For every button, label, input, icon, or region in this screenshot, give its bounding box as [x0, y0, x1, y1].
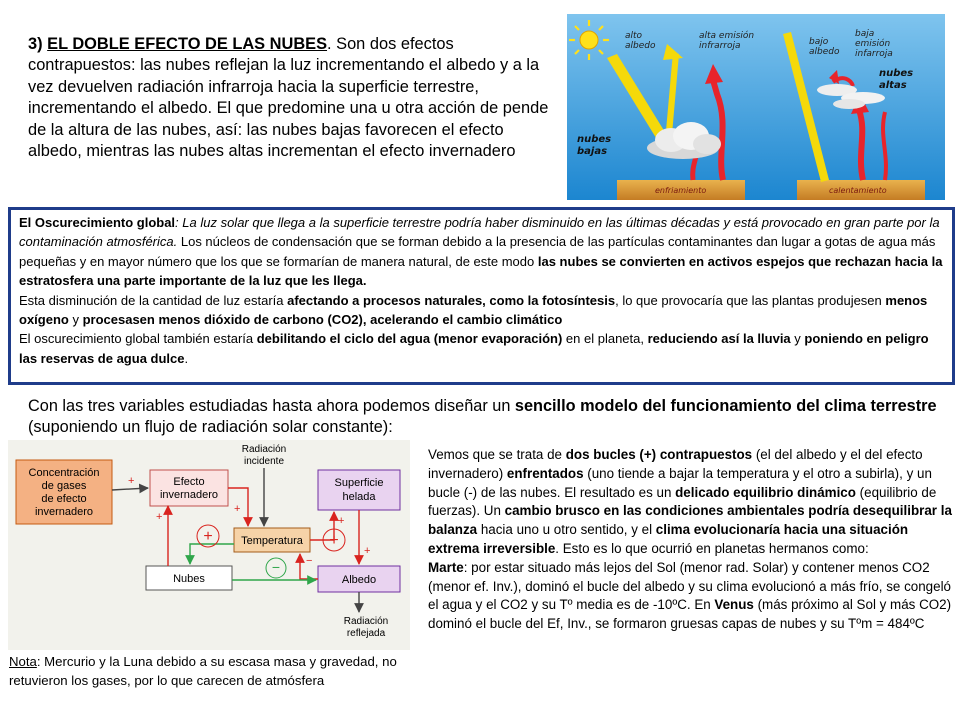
- svg-text:Temperatura: Temperatura: [241, 535, 303, 547]
- sign-plus: +: [128, 475, 135, 487]
- label-warming: calentamiento: [829, 186, 887, 195]
- label-high-ir-2: infrarroja: [699, 41, 741, 51]
- sign-plus: +: [364, 545, 371, 557]
- infrared-arrow-right: [859, 110, 863, 180]
- label-high-albedo-1: alto: [625, 31, 643, 41]
- svg-text:Nubes: Nubes: [173, 573, 205, 585]
- svg-text:−: −: [271, 559, 281, 575]
- dimming-paragraph-1: El Oscurecimiento global: La luz solar que llega a la superficie terrestre podría haber disminuido en las últimas décadas y está provocado en gran parte por la contaminación atmosférica. Los núcleos de condensación que se forman debido a la presencia de las partículas contaminantes dan lugar a gotas de agua más pequeñas y en mayor número que los que se formarían de manera natural, de este modo las nubes se convierten en activos espejos que rechazan hacia la estratosfera una parte importante de la luz que les llega.: [19, 215, 943, 289]
- note-text: Nota: Mercurio y la Luna debido a su escasa masa y gravedad, no retuvieron los gases, por lo que carecen de atmósfera: [9, 654, 397, 688]
- svg-text:Concentración: Concentración: [28, 467, 100, 479]
- label-high-ir-1: alta emisión: [699, 31, 755, 41]
- incident-radiation-label-2: incidente: [243, 456, 285, 467]
- label-low-ir-3: infarroja: [855, 49, 893, 59]
- label-low-ir-2: emisión: [855, 39, 891, 49]
- label-low-albedo-2: albedo: [809, 47, 840, 57]
- svg-text:Efecto: Efecto: [173, 476, 205, 488]
- incident-radiation-label-1: Radiación: [241, 444, 287, 455]
- svg-text:Albedo: Albedo: [341, 574, 377, 586]
- sun-icon: [569, 20, 609, 60]
- cloud-effect-illustration: [567, 14, 945, 200]
- global-dimming-box: [8, 207, 955, 385]
- label-cooling: enfriamiento: [655, 186, 707, 195]
- model-explanation: Vemos que se trata de dos bucles (+) contrapuestos (el del albedo y el del efecto invernadero) enfrentados (uno tiende a bajar la temperatura y el otro a subirla), y un bucle (-) de las nubes. El resultado es un delicado equilibrio dinámico (equilibrio de fuerzas). Un cambio brusco en las condiciones ambientales podría desequilibrar la balanza hacia uno u otro sentido, y el clima evolucionaría hacia una situación extrema irreversible. Esto es lo que ocurrió en planetas hermanos como: Marte: por estar situado más lejos del Sol (menor rad. Solar) y contener menos CO2 (menor ef. Inv.), dominó el bucle del albedo y su clima evolucionó a más frío, se congeló el agua y el CO2 y su Tº media es de -10ºC. En Venus (más próximo al Sol y más CO2) dominó el bucle del Ef, Inv., se formaron gruesas capas de nubes y su Tºm = 484ºC: [428, 447, 952, 632]
- label-high-clouds-1: nubes: [879, 68, 914, 79]
- sign-plus: +: [338, 515, 345, 527]
- intro-text: . Son dos efectos contrapuestos: las nubes reflejan la luz incrementando el albedo y a la vez devuelven radiación infrarroja hacia la superficie terrestre, incrementando el albedo. El que predomine una u otra acción de pende de la altura de las nubes, así: las nubes bajas favorecen el efecto albedo, mientras las nubes altas incrementan el efecto invernadero: [28, 35, 549, 161]
- svg-text:de efecto: de efecto: [41, 493, 87, 505]
- label-high-clouds-2: altas: [879, 80, 907, 91]
- label-low-clouds-1: nubes: [577, 134, 612, 145]
- sign-minus: −: [306, 555, 313, 567]
- label-low-albedo-1: bajo: [809, 37, 829, 47]
- reflected-radiation-label-2: reflejada: [346, 628, 386, 639]
- intro-paragraph: [28, 34, 550, 162]
- svg-text:Superficie: Superficie: [334, 477, 384, 489]
- frozen-surface-box: [318, 470, 400, 510]
- dimming-paragraph-2: Esta disminución de la cantidad de luz estaría afectando a procesos naturales, como la fotosíntesis, lo que provocaría que las plantas produjesen menos oxígeno y procesasen menos dióxido de carbono (CO2), acelerando el cambio climático: [19, 292, 928, 328]
- climate-model-diagram: [8, 440, 410, 650]
- intro-heading: 3) EL DOBLE EFECTO DE LAS NUBES: [28, 35, 328, 53]
- label-high-albedo-2: albedo: [625, 41, 656, 51]
- svg-text:+: +: [329, 532, 339, 549]
- svg-text:invernadero: invernadero: [34, 506, 94, 518]
- dimming-paragraph-3: El oscurecimiento global también estaría debilitando el ciclo del agua (menor evaporación) en el planeta, reduciendo así la lluvia y poniendo en peligro las reservas de agua dulce.: [19, 331, 929, 366]
- label-low-clouds-2: bajas: [577, 146, 608, 157]
- venus-label: Venus: [714, 597, 754, 613]
- svg-text:helada: helada: [342, 491, 376, 503]
- label-low-ir-1: baja: [855, 29, 875, 39]
- mars-label: Marte: [428, 559, 464, 575]
- dimming-title: El Oscurecimiento global: [19, 215, 176, 230]
- reflected-radiation-label-1: Radiación: [343, 616, 389, 627]
- model-intro-text: Con las tres variables estudiadas hasta ahora podemos diseñar un sencillo modelo del funcionamiento del clima terrestre (suponiendo un flujo de radiación solar constante):: [28, 397, 937, 436]
- svg-text:invernadero: invernadero: [159, 489, 219, 501]
- svg-text:de gases: de gases: [41, 480, 87, 492]
- note-label: Nota: [9, 654, 37, 669]
- svg-text:+: +: [203, 528, 213, 545]
- sign-plus: +: [156, 511, 163, 523]
- sign-plus: +: [234, 503, 241, 515]
